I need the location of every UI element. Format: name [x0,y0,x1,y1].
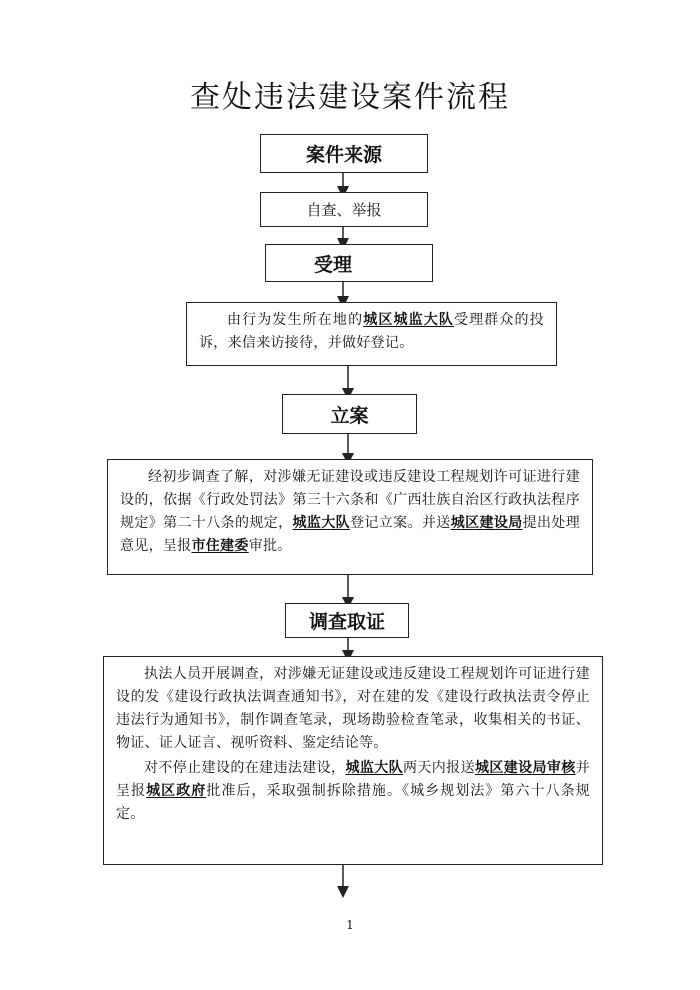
step-self-check-box [260,192,428,227]
investigate-paragraph-2: 对不停止建设的在建违法建设，城监大队两天内报送城区建设局审核并呈报城区政府批准后，采取强制拆除措施。《城乡规划法》第六十八条规定。 [116,760,591,822]
step-file-case-label: 立案 [330,404,369,427]
org-construction-bureau: 城区建设局 [450,515,523,531]
org-brigade-2: 城监大队 [345,760,404,776]
step-accept-label: 受理 [314,253,353,276]
org-brigade: 城监大队 [292,515,351,531]
accept-paragraph: 由行为发生所在地的城区城监大队受理群众的投诉，来信来访接待，并做好登记。 [199,312,544,351]
step-accept-box [265,244,433,282]
file-case-text-box [107,459,593,575]
page-title: 查处违法建设案件流程 [190,80,510,115]
org-bureau-review: 城区建设局审核 [474,760,576,776]
investigate-text-box [103,656,603,865]
step-source-box [260,134,428,173]
org-chengjian-brigade: 城区城监大队 [363,312,455,328]
investigate-paragraph-1: 执法人员开展调查，对涉嫌无证建设或违反建设工程规划许可证进行建设的发《建设行政执法调查通知书》，对在建的发《建设行政执法责令停止违法行为通知书》，制作调查笔录，现场勘验检查笔录，收集相关的书证、物证、证人证言、视听资料、鉴定结论等。 [116,666,590,751]
step-self-check-label: 自查、举报 [306,201,382,219]
step-file-case-box [282,394,417,434]
file-case-paragraph: 经初步调查了解，对涉嫌无证建设或违反建设工程规划许可证进行建设的，依据《行政处罚法》第三十六条和《广西壮族自治区行政执法程序规定》第二十八条的规定，城监大队登记立案。并送城区建设局提出处理意见，呈报市住建委审批。 [120,469,581,554]
accept-text-box [186,302,557,366]
page-number: 1 [346,918,354,932]
step-investigate-label: 调查取证 [308,611,385,633]
org-housing-committee: 市住建委 [191,538,249,554]
org-district-government: 城区政府 [146,783,207,799]
step-source-label: 案件来源 [305,144,382,166]
step-investigate-box [285,603,409,638]
